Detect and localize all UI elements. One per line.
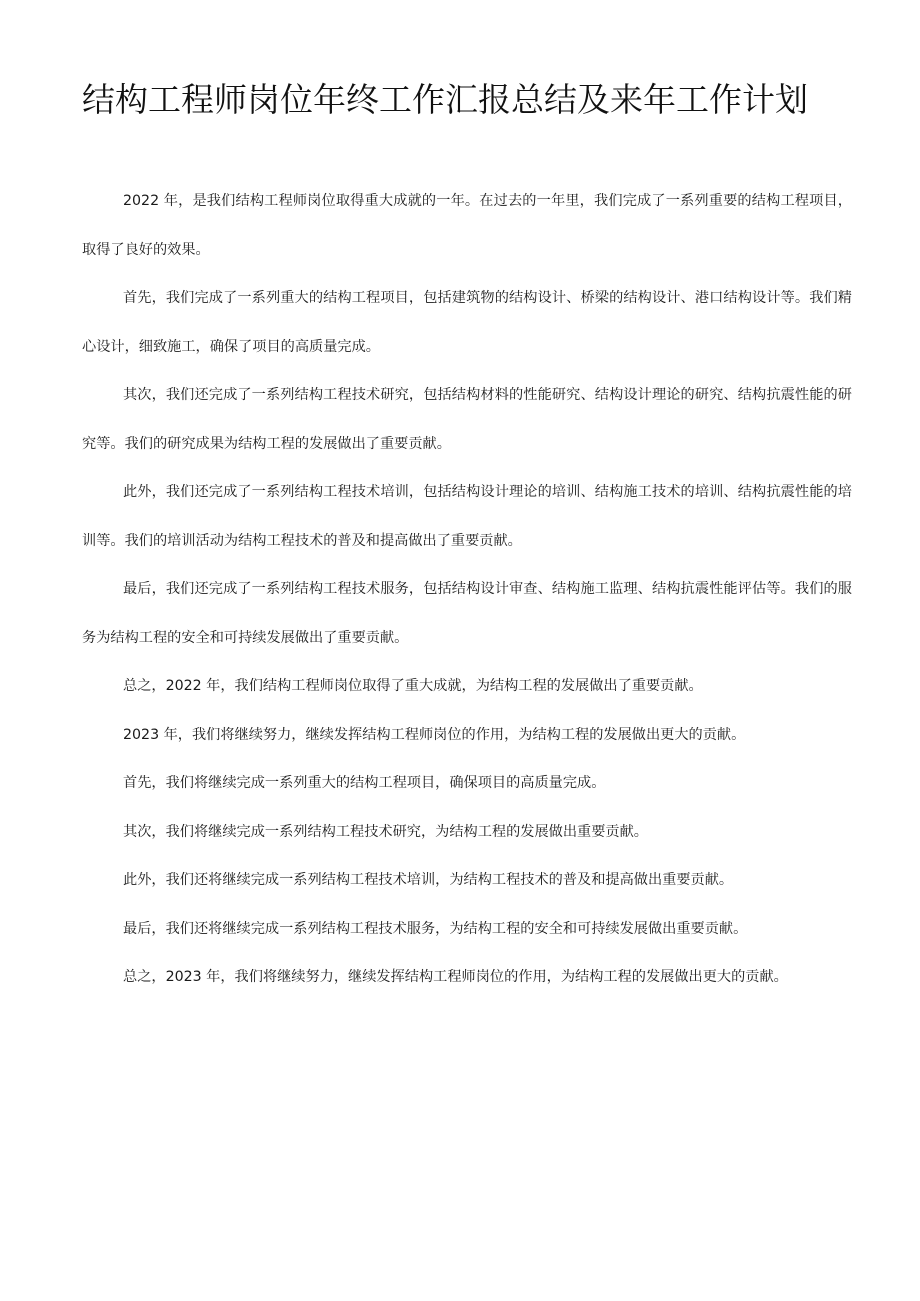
- paragraph: 首先，我们将继续完成一系列重大的结构工程项目，确保项目的高质量完成。: [123, 775, 606, 791]
- document-body: [82, 177, 852, 1002]
- paragraph: 总之，2023 年，我们将继续努力，继续发挥结构工程师岗位的作用，为结构工程的发展做出更大的贡献。: [123, 969, 788, 985]
- paragraph: 其次，我们还完成了一系列结构工程技术研究，包括结构材料的性能研究、结构设计理论的研究、结构抗震性能的研究等。我们的研究成果为结构工程的发展做出了重要贡献。: [82, 387, 852, 452]
- paragraph: 2022 年，是我们结构工程师岗位取得重大成就的一年。在过去的一年里，我们完成了一系列重要的结构工程项目，取得了良好的效果。: [82, 193, 852, 258]
- paragraph: 总之，2022 年，我们结构工程师岗位取得了重大成就，为结构工程的发展做出了重要贡献。: [123, 678, 703, 694]
- document-title: 结构工程师岗位年终工作汇报总结及来年工作计划: [82, 80, 808, 119]
- paragraph: 最后，我们还完成了一系列结构工程技术服务，包括结构设计审查、结构施工监理、结构抗震性能评估等。我们的服务为结构工程的安全和可持续发展做出了重要贡献。: [82, 581, 852, 646]
- paragraph: 最后，我们还将继续完成一系列结构工程技术服务，为结构工程的安全和可持续发展做出重要贡献。: [123, 920, 748, 937]
- paragraph: 其次，我们将继续完成一系列结构工程技术研究，为结构工程的发展做出重要贡献。: [123, 823, 648, 840]
- paragraph: 2023 年，我们将继续努力，继续发挥结构工程师岗位的作用，为结构工程的发展做出更大的贡献。: [123, 726, 746, 743]
- paragraph: 此外，我们还将继续完成一系列结构工程技术培训，为结构工程技术的普及和提高做出重要贡献。: [123, 872, 734, 888]
- paragraph: 此外，我们还完成了一系列结构工程技术培训，包括结构设计理论的培训、结构施工技术的培训、结构抗震性能的培训等。我们的培训活动为结构工程技术的普及和提高做出了重要贡献。: [82, 484, 852, 549]
- paragraph: 首先，我们完成了一系列重大的结构工程项目，包括建筑物的结构设计、桥梁的结构设计、港口结构设计等。我们精心设计，细致施工，确保了项目的高质量完成。: [82, 290, 852, 355]
